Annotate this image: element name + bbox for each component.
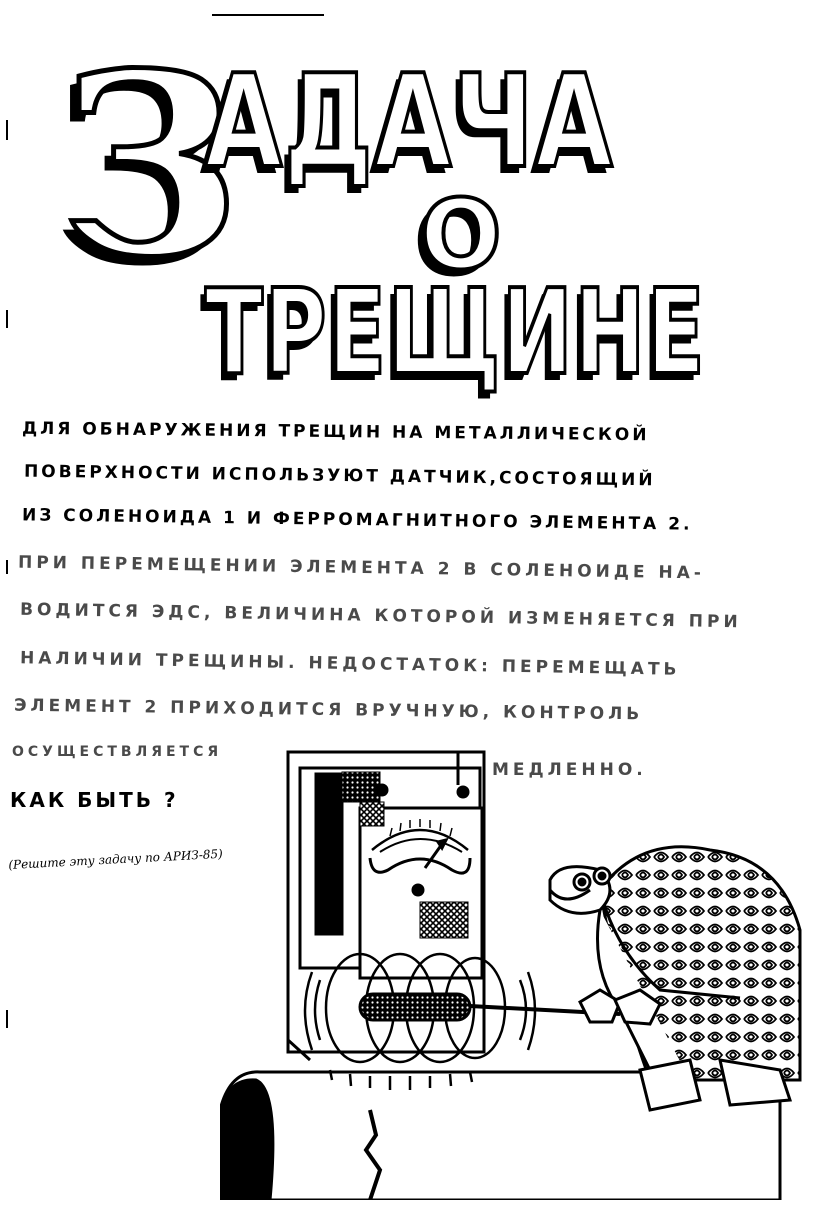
margin-mark <box>6 560 8 574</box>
title-word-treshchine: ТРЕЩИНЕ <box>205 263 707 401</box>
margin-mark <box>6 310 8 328</box>
question: КАК БЫТЬ ? <box>10 788 179 812</box>
top-rule <box>212 14 324 16</box>
body-line-7: ЭЛЕМЕНТ 2 ПРИХОДИТСЯ ВРУЧНУЮ, КОНТРОЛЬ <box>13 695 644 725</box>
margin-mark <box>6 1010 8 1028</box>
body-line-6: НАЛИЧИИ ТРЕЩИНЫ. НЕДОСТАТОК: ПЕРЕМЕЩАТЬ <box>19 648 681 680</box>
body-line-8: ОСУЩЕСТВЛЯЕТСЯ <box>12 744 223 760</box>
body-line-3: ИЗ СОЛЕНОИДА 1 И ФЕРРОМАГНИТНОГО ЭЛЕМЕНТА 2. <box>21 505 693 535</box>
body-line-5: ВОДИТСЯ ЭДС, ВЕЛИЧИНА КОТОРОЙ ИЗМЕНЯЕТСЯ ПРИ <box>19 599 742 633</box>
body-line-8-end: МЕДЛЕННО. <box>492 760 647 780</box>
body-line-1: ДЛЯ ОБНАРУЖЕНИЯ ТРЕЩИН НА МЕТАЛЛИЧЕСКОЙ <box>21 418 650 446</box>
hint-ariz: (Решите эту задачу по АРИЗ-85) <box>8 846 224 872</box>
title-word-zadacha: АДАЧА <box>205 48 615 197</box>
margin-mark <box>6 120 8 140</box>
turtle-sensor-illustration <box>220 740 820 1200</box>
title-word-o: О <box>420 179 504 291</box>
body-line-4: ПРИ ПЕРЕМЕЩЕНИИ ЭЛЕМЕНТА 2 В СОЛЕНОИДЕ НА- <box>17 552 706 584</box>
body-line-2: ПОВЕРХНОСТИ ИСПОЛЬЗУЮТ ДАТЧИК,СОСТОЯЩИЙ <box>23 461 656 491</box>
title-initial-letter: З <box>60 18 241 312</box>
